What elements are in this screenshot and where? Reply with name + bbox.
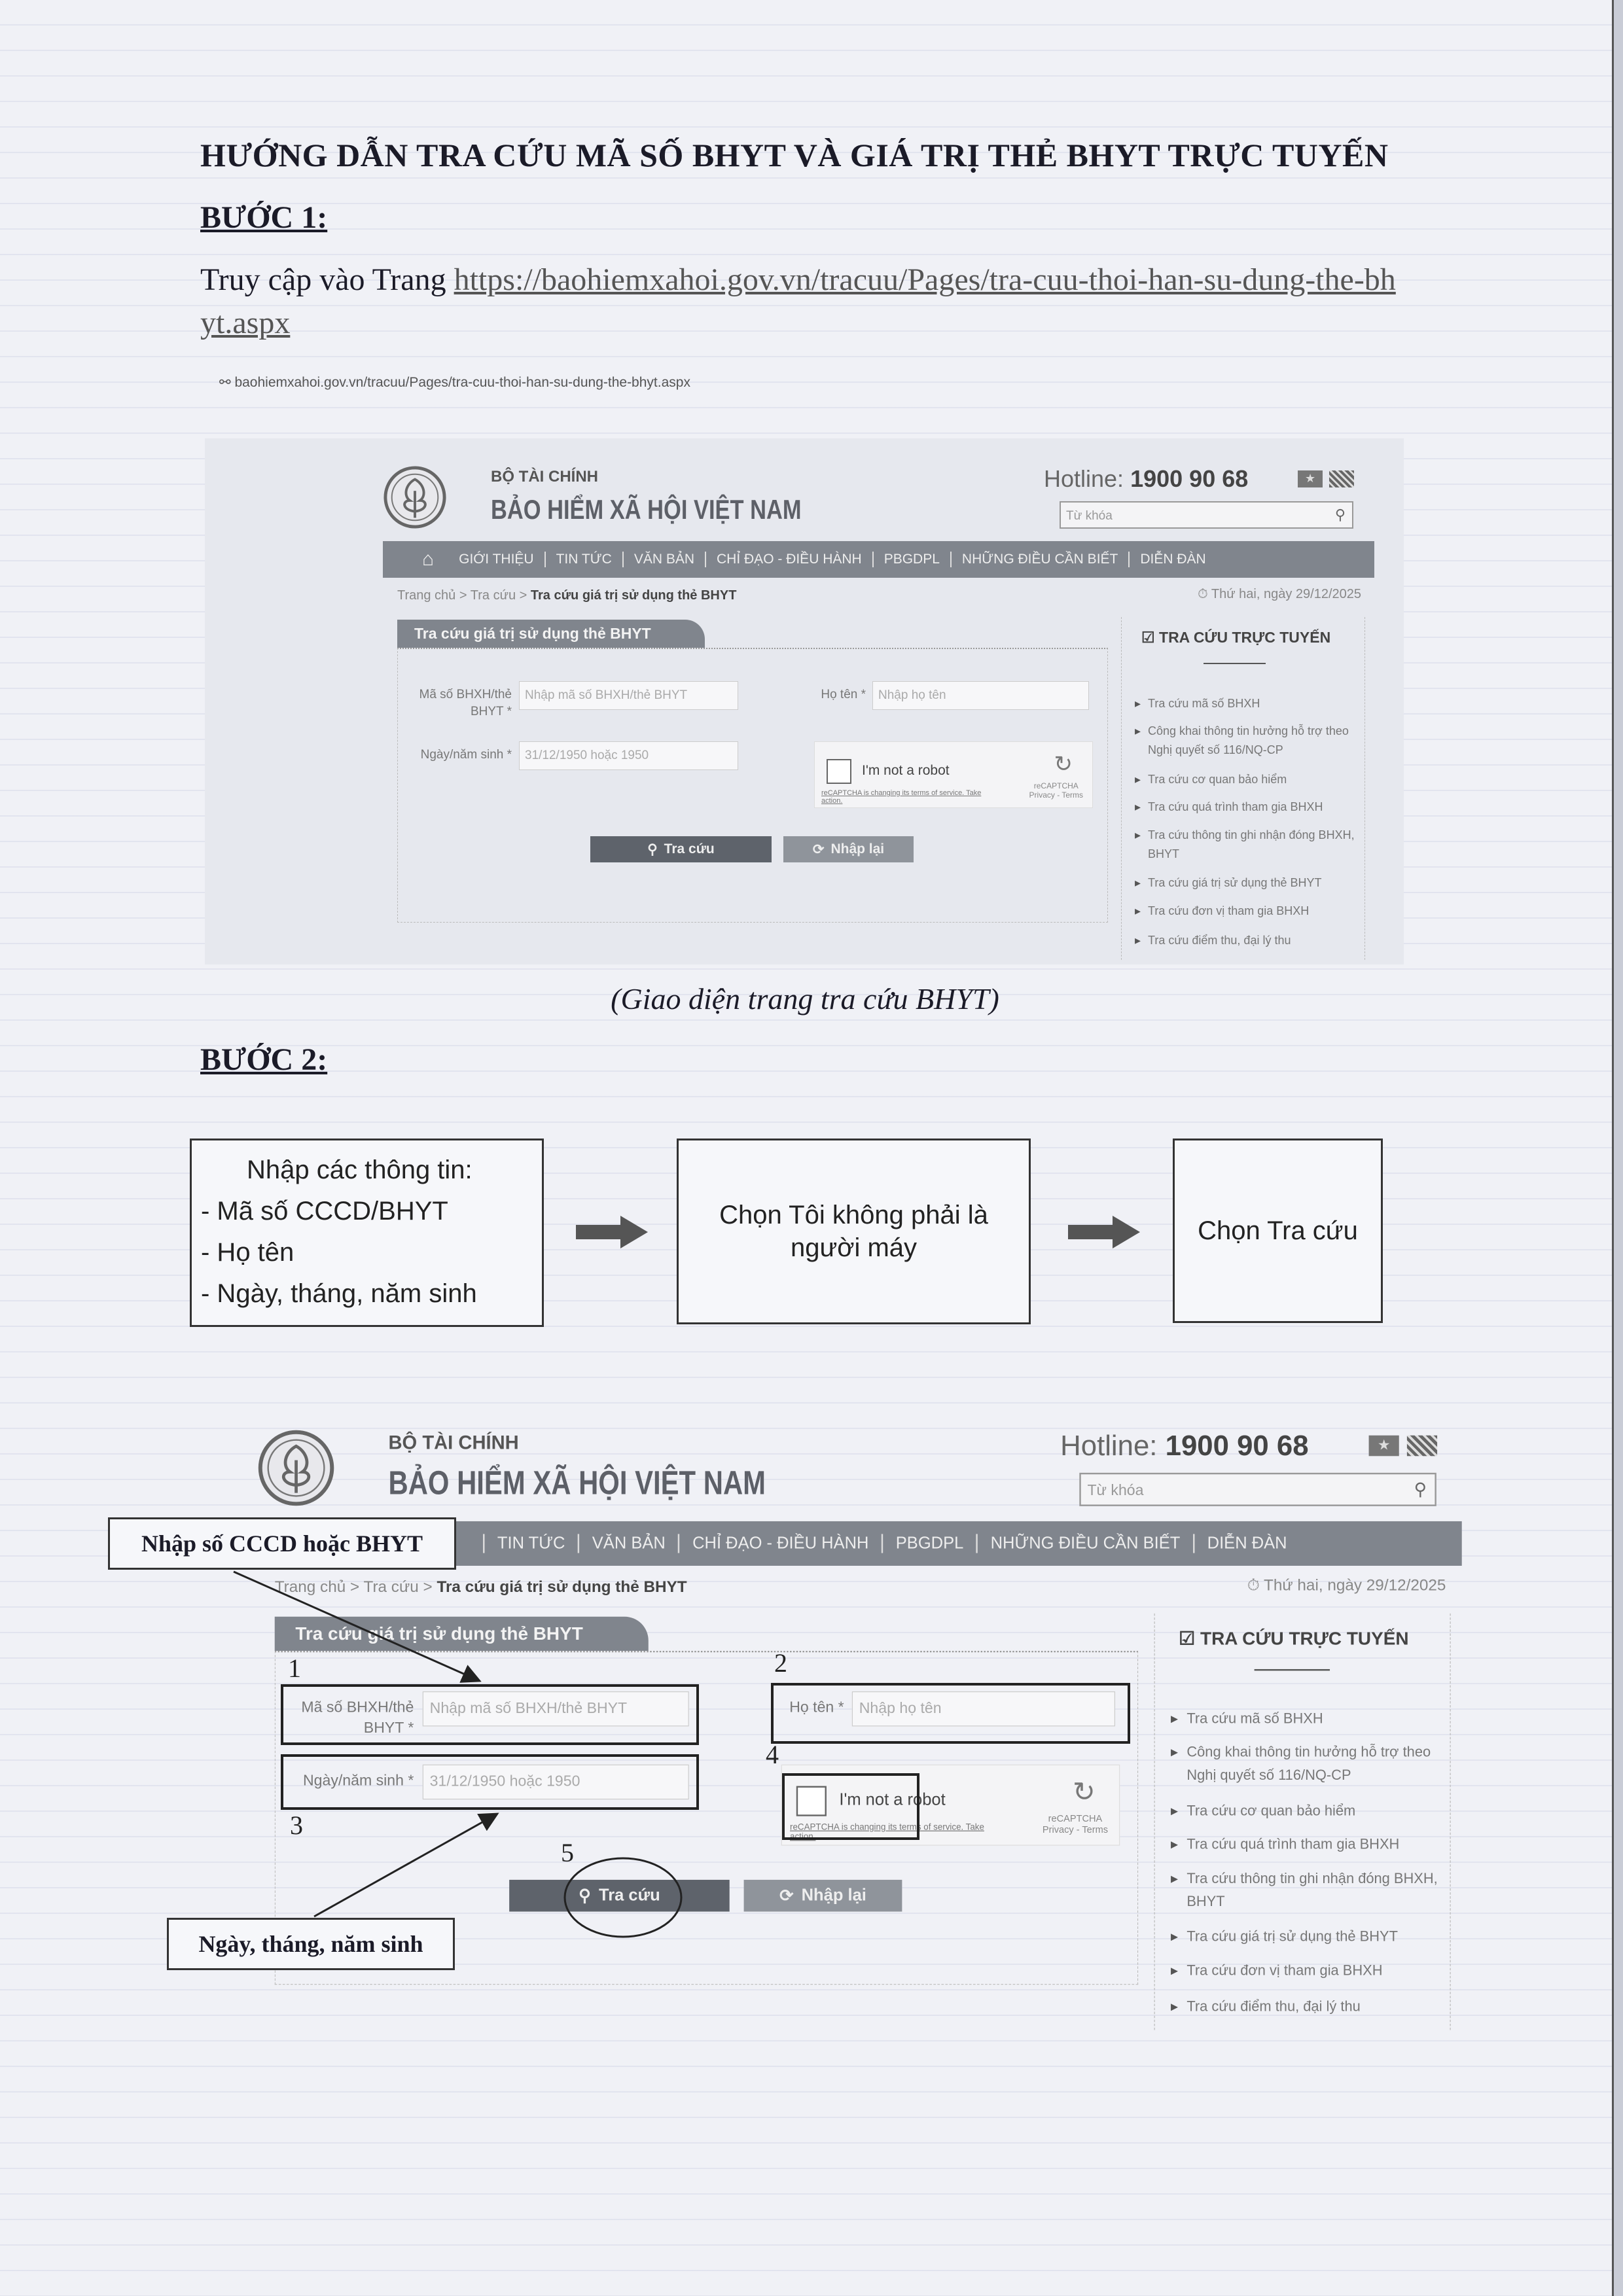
step1-intro: Truy cập vào Trang [200, 262, 454, 297]
nav-chi-dao-dieu-hanh[interactable]: CHỈ ĐẠO - ĐIỀU HÀNH [705, 552, 872, 567]
sidebar-title-text: TRA CỨU TRỰC TUYẾN [1200, 1627, 1409, 1649]
date-text: Thứ hai, ngày 29/12/2025 [1264, 1577, 1446, 1595]
annotation-arrow [234, 1572, 480, 1681]
flow-item: - Họ tên [201, 1238, 294, 1267]
flow-box-search: Chọn Tra cứu [1173, 1139, 1383, 1323]
clock-icon: ⏱ [1247, 1577, 1264, 1595]
sidebar-item[interactable]: ▸ Tra cứu thông tin ghi nhận đóng BHXH, BHYT [1135, 826, 1364, 864]
home-icon[interactable]: ⌂ [422, 548, 435, 570]
recaptcha-notice[interactable]: reCAPTCHA is changing its terms of service. Take action. [821, 789, 982, 805]
hotline-number: 1900 90 68 [1130, 465, 1249, 492]
hotline-label: Hotline: [1044, 465, 1131, 492]
full-name-label: Họ tên * [821, 688, 866, 701]
sidebar-item[interactable]: ▸ Tra cứu đơn vị tham gia BHXH [1171, 1959, 1449, 1982]
breadcrumb-home[interactable]: Trang chủ > [397, 588, 467, 603]
nav-pbgdpl[interactable]: PBGDPL [872, 552, 950, 567]
sidebar-item[interactable]: ▸ Tra cứu mã số BHXH [1171, 1707, 1449, 1730]
reset-button-label: Nhập lại [830, 841, 885, 857]
highlight-name-field [772, 1684, 1129, 1742]
sidebar-title-text: TRA CỨU TRỰC TUYẾN [1159, 629, 1331, 646]
sidebar-item[interactable]: ▸ Tra cứu điểm thu, đại lý thu [1135, 931, 1364, 950]
nav-tin-tuc[interactable]: TIN TỨC [544, 552, 622, 567]
sidebar-item[interactable]: ▸ Tra cứu quá trình tham gia BHXH [1135, 798, 1364, 817]
refresh-icon: ⟳ [779, 1886, 794, 1905]
sidebar-item[interactable]: ▸ Tra cứu mã số BHXH [1135, 694, 1364, 713]
document-title: HƯỚNG DẪN TRA CỨU MÃ SỐ BHYT VÀ GIÁ TRỊ THẺ BHYT TRỰC TUYẾN [200, 137, 1389, 173]
step2-heading: BƯỚC 2: [200, 1042, 328, 1077]
sidebar-item[interactable]: ▸ Tra cứu cơ quan bảo hiểm [1171, 1799, 1449, 1822]
figure-caption: (Giao diện trang tra cứu BHYT) [611, 982, 999, 1016]
search-placeholder: Từ khóa [1066, 509, 1113, 523]
nav-van-ban[interactable]: VĂN BẢN [622, 552, 705, 567]
clock-icon: ⏱ [1198, 587, 1211, 601]
ministry-name: BỘ TÀI CHÍNH [491, 468, 598, 486]
dob-input[interactable]: 31/12/1950 hoặc 1950 [519, 741, 738, 770]
breadcrumb-tra-cuu[interactable]: Tra cứu > [363, 1578, 433, 1597]
dob-input[interactable]: 31/12/1950 hoặc 1950 [423, 1765, 689, 1799]
panel-title-tab: Tra cứu giá trị sử dụng thẻ BHYT [275, 1617, 649, 1651]
recaptcha-links[interactable]: Privacy - Terms [1029, 790, 1083, 800]
flow-box-title: Nhập các thông tin: [247, 1156, 473, 1184]
sidebar-item[interactable]: ▸ Tra cứu quá trình tham gia BHXH [1171, 1833, 1449, 1856]
recaptcha-brand-text: reCAPTCHA [1048, 1812, 1103, 1824]
site-info-icon: ⚯ [219, 375, 235, 390]
search-icon: ⚲ [579, 1886, 591, 1905]
breadcrumb-current: Tra cứu giá trị sử dụng thẻ BHYT [530, 588, 737, 603]
nav-van-ban[interactable]: VĂN BẢN [578, 1534, 678, 1553]
recaptcha-links[interactable]: Privacy - Terms [1042, 1824, 1109, 1835]
step-number: 5 [561, 1838, 574, 1867]
sidebar-item[interactable]: ▸ Tra cứu giá trị sử dụng thẻ BHYT [1135, 874, 1364, 892]
breadcrumb-home[interactable]: Trang chủ > [274, 1578, 360, 1597]
step1-heading: BƯỚC 1: [200, 200, 328, 235]
breadcrumb-tra-cuu[interactable]: Tra cứu > [470, 588, 527, 603]
full-name-label: Họ tên * [789, 1699, 844, 1716]
recaptcha-logo-icon: ↻ [1072, 1777, 1096, 1808]
monitor-check-icon: ☑ [1141, 629, 1160, 646]
browser-url: baohiemxahoi.gov.vn/tracuu/Pages/tra-cuu-thoi-han-su-dung-the-bhyt.aspx [234, 375, 690, 390]
bhxh-number-input[interactable]: Nhập mã số BHXH/thẻ BHYT [423, 1691, 689, 1726]
step-number: 2 [774, 1648, 787, 1678]
recaptcha-notice[interactable]: reCAPTCHA is changing its terms of service. Take action. [790, 1822, 984, 1842]
callout-date-of-birth: Ngày, tháng, năm sinh [167, 1918, 455, 1970]
sidebar-item[interactable]: ▸ Tra cứu giá trị sử dụng thẻ BHYT [1171, 1925, 1449, 1948]
highlight-captcha [783, 1775, 918, 1839]
search-icon: ⚲ [647, 841, 658, 857]
hotline-label: Hotline: [1060, 1429, 1166, 1462]
search-placeholder: Từ khóa [1087, 1482, 1144, 1499]
step-number: 1 [288, 1653, 301, 1683]
ministry-name: BỘ TÀI CHÍNH [388, 1432, 519, 1454]
dob-label: Ngày/năm sinh * [302, 1772, 414, 1790]
panel-title-tab: Tra cứu giá trị sử dụng thẻ BHYT [397, 620, 705, 648]
step-number: 3 [290, 1810, 303, 1840]
callout-id-number: Nhập số CCCD hoặc BHYT [108, 1517, 456, 1570]
bhxh-number-input[interactable]: Nhập mã số BHXH/thẻ BHYT [519, 681, 738, 710]
nav-dien-dan[interactable]: DIỄN ĐÀN [1193, 1534, 1300, 1553]
nav-gioi-thieu[interactable]: GIỚI THIỆU [459, 552, 534, 567]
sidebar-item[interactable]: ▸ Công khai thông tin hưởng hỗ trợ theo Nghị quyết số 116/NQ-CP [1135, 722, 1364, 760]
full-name-input[interactable]: Nhập họ tên [852, 1691, 1115, 1726]
full-name-input[interactable]: Nhập họ tên [872, 681, 1089, 710]
nav-tin-tuc[interactable]: TIN TỨC [483, 1534, 578, 1553]
nav-nhung-dieu-can-biet[interactable]: NHỮNG ĐIỀU CẦN BIẾT [976, 1534, 1193, 1553]
nav-nhung-dieu-can-biet[interactable]: NHỮNG ĐIỀU CẦN BIẾT [950, 552, 1128, 567]
organization-name: BẢO HIỂM XÃ HỘI VIỆT NAM [388, 1464, 766, 1502]
flow-item: - Mã số CCCD/BHYT [201, 1197, 448, 1226]
search-button-label: Tra cứu [664, 841, 715, 857]
step1-url-link[interactable]: https://baohiemxahoi.gov.vn/tracuu/Pages/tra-cuu-thoi-han-su-dung-the-bhyt.aspx [200, 262, 1396, 340]
sidebar-item[interactable]: ▸ Tra cứu cơ quan bảo hiểm [1135, 770, 1364, 789]
annotation-arrow [314, 1814, 497, 1916]
hotline-number: 1900 90 68 [1165, 1429, 1309, 1462]
recaptcha-brand-text: reCAPTCHA [1033, 781, 1079, 790]
organization-name: BẢO HIỂM XÃ HỘI VIỆT NAM [491, 494, 802, 525]
recaptcha-label: I'm not a robot [862, 763, 950, 778]
sidebar-item[interactable]: ▸ Tra cứu thông tin ghi nhận đóng BHXH, BHYT [1171, 1867, 1449, 1913]
sidebar-item[interactable]: ▸ Tra cứu điểm thu, đại lý thu [1171, 1995, 1449, 2018]
bhxh-number-label: Mã số BHXH/thẻ BHYT * [301, 1699, 414, 1737]
sidebar-item[interactable]: ▸ Công khai thông tin hưởng hỗ trợ theo Nghị quyết số 116/NQ-CP [1171, 1740, 1449, 1786]
highlight-search-button [565, 1858, 681, 1937]
nav-pbgdpl[interactable]: PBGDPL [882, 1534, 976, 1553]
highlight-dob-field [282, 1756, 698, 1809]
search-button-label: Tra cứu [599, 1886, 660, 1905]
monitor-check-icon: ☑ [1179, 1627, 1201, 1649]
flow-item: - Ngày, tháng, năm sinh [201, 1279, 477, 1308]
search-icon[interactable]: ⚲ [1334, 506, 1346, 523]
nav-dien-dan[interactable]: DIỄN ĐÀN [1128, 552, 1216, 567]
step-number: 4 [766, 1740, 779, 1769]
sidebar-item[interactable]: ▸ Tra cứu đơn vị tham gia BHXH [1135, 902, 1364, 921]
dob-label: Ngày/năm sinh * [420, 748, 512, 762]
bhxh-number-label: Mã số BHXH/thẻ BHYT * [419, 688, 512, 718]
reset-button-label: Nhập lại [801, 1886, 866, 1905]
breadcrumb-current: Tra cứu giá trị sử dụng thẻ BHYT [437, 1578, 687, 1597]
recaptcha-logo-icon: ↻ [1054, 752, 1073, 777]
date-text: Thứ hai, ngày 29/12/2025 [1211, 587, 1361, 601]
recaptcha-label: I'm not a robot [839, 1790, 946, 1809]
refresh-icon: ⟳ [812, 841, 825, 857]
search-icon[interactable]: ⚲ [1414, 1479, 1427, 1499]
nav-chi-dao-dieu-hanh[interactable]: CHỈ ĐẠO - ĐIỀU HÀNH [678, 1534, 882, 1553]
highlight-bhxh-field [282, 1686, 698, 1744]
flow-box-captcha: Chọn Tôi không phải là người máy [677, 1139, 1031, 1324]
